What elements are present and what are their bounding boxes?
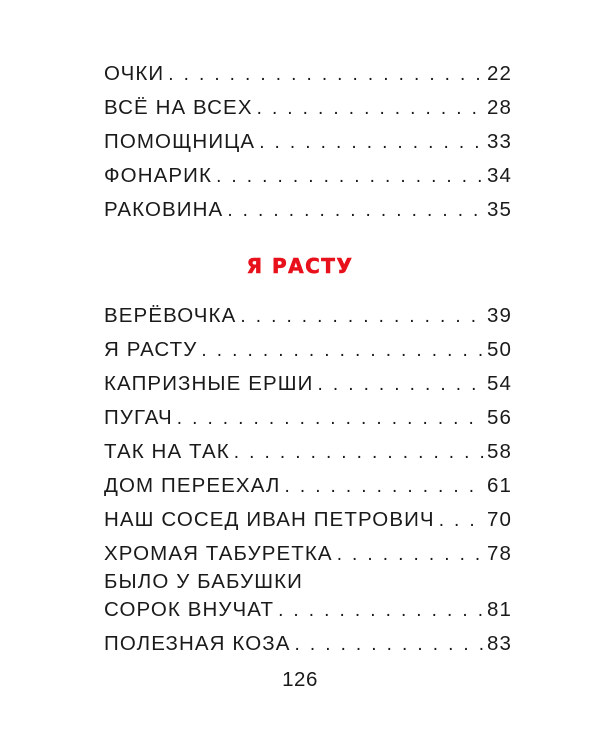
entry-title: ВЕРЁВОЧКА: [104, 304, 237, 327]
dot-leader: [201, 338, 485, 362]
entry-title: ОЧКИ: [104, 62, 165, 85]
entry-title: ХРОМАЯ ТАБУРЕТКА: [104, 542, 333, 565]
entry-title: ПОМОЩНИЦА: [104, 130, 256, 153]
entry-page: 70: [486, 508, 512, 531]
entry-page: 58: [486, 440, 512, 463]
toc-entry[interactable]: [104, 592, 512, 622]
dot-leader: [318, 372, 485, 396]
entry-title: РАКОВИНА: [104, 198, 224, 221]
entry-title: СОРОК ВНУЧАТ: [104, 598, 275, 621]
entry-title: ДОМ ПЕРЕЕХАЛ: [104, 474, 281, 497]
dot-leader: [439, 508, 485, 532]
dot-leader: [259, 130, 485, 154]
toc-entry[interactable]: [104, 158, 512, 188]
toc-entry[interactable]: [104, 502, 512, 532]
toc-entry[interactable]: [104, 366, 512, 396]
dot-leader: [168, 62, 485, 86]
toc-entry[interactable]: [104, 536, 512, 566]
entry-page: 54: [486, 372, 512, 395]
toc-entry[interactable]: [104, 192, 512, 222]
entry-title: ПУГАЧ: [104, 406, 173, 429]
entry-page: 56: [486, 406, 512, 429]
entry-title: ПОЛЕЗНАЯ КОЗА: [104, 632, 291, 655]
entry-page: 35: [486, 198, 512, 221]
entry-page: 39: [486, 304, 512, 327]
toc-entry[interactable]: [104, 332, 512, 362]
dot-leader: [295, 632, 485, 656]
toc-entry[interactable]: [104, 56, 512, 86]
toc-entry[interactable]: [104, 298, 512, 328]
toc-entry[interactable]: [104, 468, 512, 498]
dot-leader: [234, 440, 485, 464]
dot-leader: [216, 164, 485, 188]
dot-leader: [257, 96, 485, 120]
entry-title: КАПРИЗНЫЕ ЕРШИ: [104, 372, 314, 395]
dot-leader: [240, 304, 485, 328]
entry-page: 34: [486, 164, 512, 187]
entry-page: 61: [486, 474, 512, 497]
entry-page: 83: [486, 632, 512, 655]
entry-title: НАШ СОСЕД ИВАН ПЕТРОВИЧ: [104, 508, 435, 531]
entry-page: 22: [486, 62, 512, 85]
dot-leader: [337, 542, 485, 566]
entry-title: ВСЁ НА ВСЕХ: [104, 96, 253, 119]
dot-leader: [227, 198, 485, 222]
entry-page: 50: [486, 338, 512, 361]
dot-leader: [177, 406, 485, 430]
toc-entry[interactable]: [104, 400, 512, 430]
entry-title: Я РАСТУ: [104, 338, 198, 361]
entry-page: 28: [486, 96, 512, 119]
entry-page: 78: [486, 542, 512, 565]
entry-page: 81: [486, 598, 512, 621]
toc-entry[interactable]: [104, 626, 512, 656]
section-heading: Я РАСТУ: [246, 254, 354, 278]
page-number: 126: [282, 668, 318, 691]
toc-entry[interactable]: [104, 124, 512, 154]
entry-title: ТАК НА ТАК: [104, 440, 230, 463]
entry-title-line1[interactable]: БЫЛО У БАБУШКИ: [104, 570, 303, 593]
toc-entry[interactable]: [104, 90, 512, 120]
dot-leader: [278, 598, 485, 622]
entry-page: 33: [486, 130, 512, 153]
dot-leader: [284, 474, 485, 498]
entry-title: ФОНАРИК: [104, 164, 213, 187]
toc-entry[interactable]: [104, 434, 512, 464]
